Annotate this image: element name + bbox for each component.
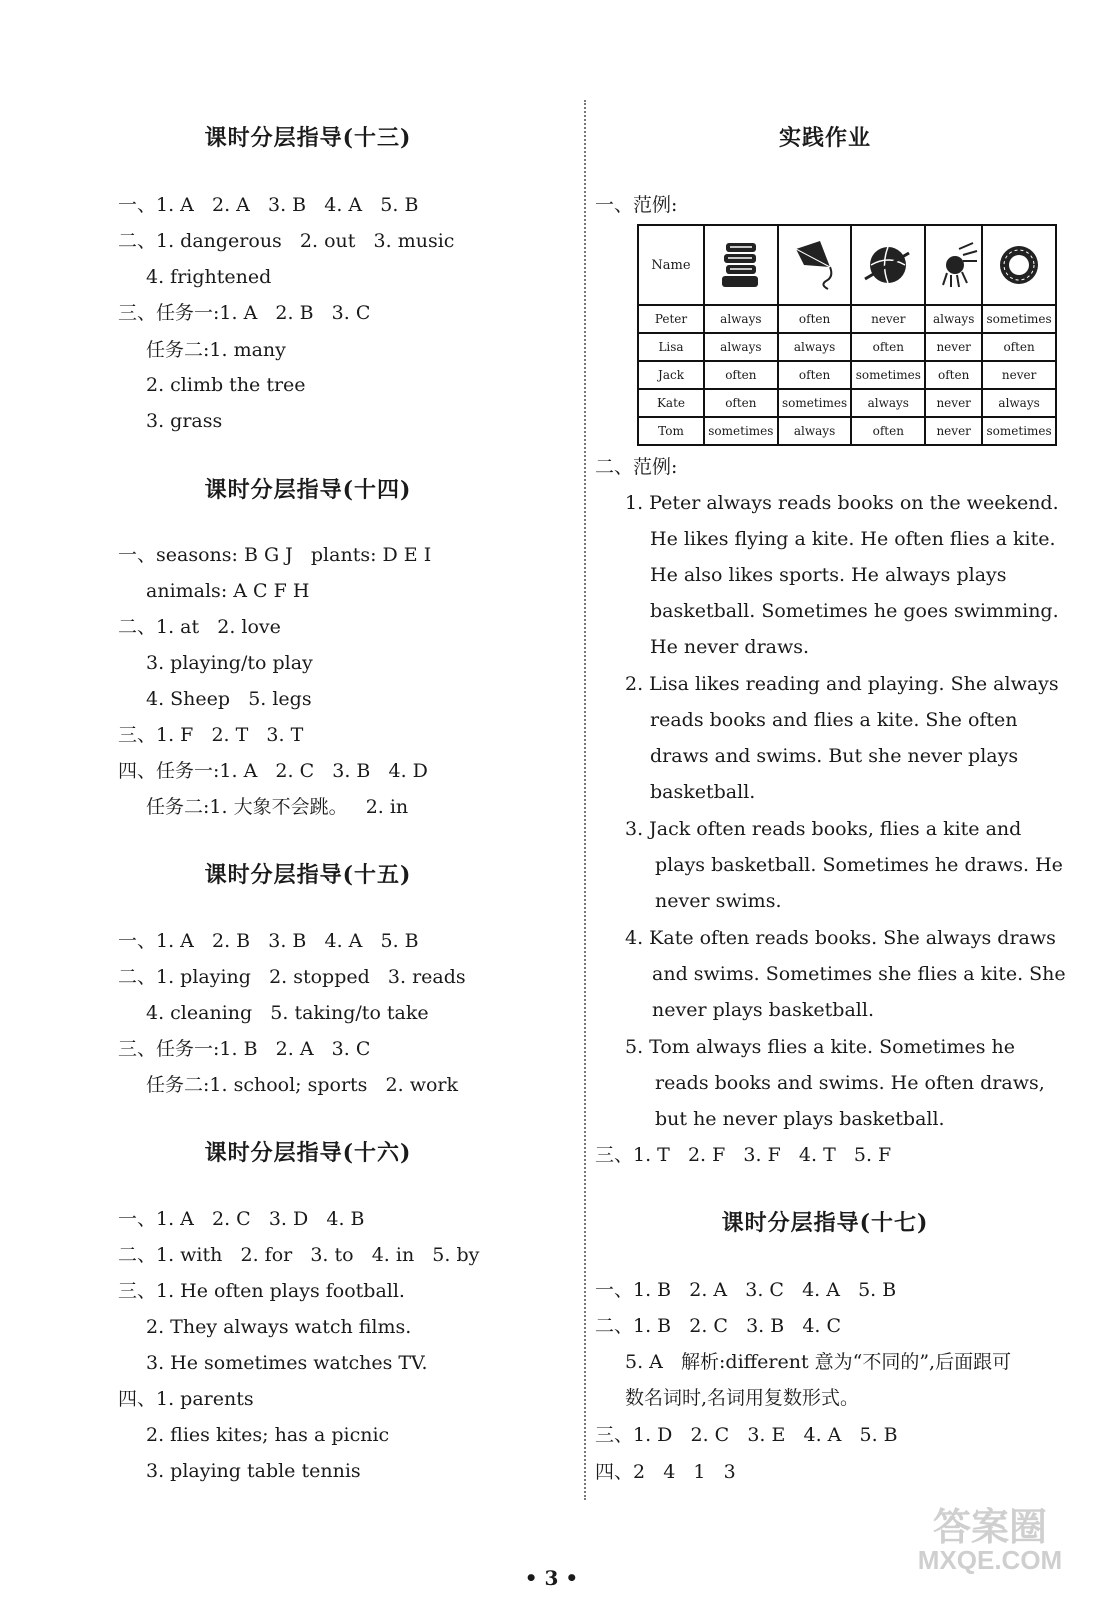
section-14-title: 课时分层指导(十四) <box>204 477 412 503</box>
table-cell: always <box>851 389 925 417</box>
part-3-answers: 三、1. T 2. F 3. F 4. T 5. F <box>595 1144 892 1166</box>
basketball-icon <box>851 225 925 305</box>
essay-line: 5. Tom always flies a kite. Sometimes he <box>625 1036 1016 1058</box>
table-cell: often <box>704 389 778 417</box>
table-row <box>638 361 1056 389</box>
answer-line: 二、1. with 2. for 3. to 4. in 5. by <box>118 1244 480 1266</box>
essay-line: reads books and flies a kite. She often <box>650 709 1018 731</box>
essay-line: plays basketball. Sometimes he draws. He <box>655 854 1063 876</box>
table-header-row <box>638 225 1056 305</box>
table-cell: never <box>851 305 925 333</box>
table-cell: never <box>982 361 1056 389</box>
essay-line: basketball. <box>650 781 756 803</box>
answer-line: 3. He sometimes watches TV. <box>146 1352 428 1374</box>
answer-line: 3. grass <box>146 410 223 432</box>
row-name: Kate <box>638 389 704 417</box>
table-cell: always <box>704 305 778 333</box>
essay-line: He also likes sports. He always plays <box>650 564 1007 586</box>
table-cell: never <box>925 417 982 445</box>
section-13-title: 课时分层指导(十三) <box>204 125 412 151</box>
answer-line: 二、1. at 2. love <box>118 616 281 638</box>
books-icon <box>704 225 778 305</box>
essay-line: never swims. <box>655 890 782 912</box>
answer-line: 2. climb the tree <box>146 374 306 396</box>
column-divider <box>584 100 586 1500</box>
answer-line: 任务二:1. school; sports 2. work <box>146 1074 458 1096</box>
answer-line: 四、1. parents <box>118 1388 254 1410</box>
essay-line: basketball. Sometimes he goes swimming. <box>650 600 1059 622</box>
answer-line: 3. playing/to play <box>146 652 313 674</box>
part-1-label: 一、范例: <box>595 194 678 216</box>
table-cell: sometimes <box>778 389 852 417</box>
name-header: Name <box>638 225 704 305</box>
answer-line: 4. cleaning 5. taking/to take <box>146 1002 429 1024</box>
essay-line: and swims. Sometimes she flies a kite. She <box>652 963 1066 985</box>
answer-line: 4. frightened <box>146 266 272 288</box>
answer-line: 4. Sheep 5. legs <box>146 688 312 710</box>
table-cell: always <box>778 333 852 361</box>
answer-line: 数名词时,名词用复数形式。 <box>625 1387 860 1409</box>
section-17-title: 课时分层指导(十七) <box>721 1210 929 1236</box>
answer-line: 三、1. D 2. C 3. E 4. A 5. B <box>595 1424 898 1446</box>
table-row <box>638 389 1056 417</box>
table-cell: never <box>925 333 982 361</box>
essay-line: 3. Jack often reads books, flies a kite and <box>625 818 1022 840</box>
answer-line: 四、2 4 1 3 <box>595 1461 736 1483</box>
answer-line: 三、1. He often plays football. <box>118 1280 405 1302</box>
practice-title: 实践作业 <box>778 125 871 151</box>
table-cell: sometimes <box>704 417 778 445</box>
essay-line: reads books and swims. He often draws, <box>655 1072 1045 1094</box>
answer-line: 三、任务一:1. B 2. A 3. C <box>118 1038 371 1060</box>
kite-icon <box>778 225 852 305</box>
page-number: • 3 • <box>524 1566 579 1590</box>
part-2-label: 二、范例: <box>595 456 678 478</box>
answer-line: 一、seasons: B G J plants: D E I <box>118 544 432 566</box>
essay-line: but he never plays basketball. <box>655 1108 945 1130</box>
table-row <box>638 333 1056 361</box>
table-cell: always <box>925 305 982 333</box>
answer-line: 四、任务一:1. A 2. C 3. B 4. D <box>118 760 428 782</box>
answer-line: 3. playing table tennis <box>146 1460 361 1482</box>
answer-line: 一、1. A 2. C 3. D 4. B <box>118 1208 365 1230</box>
table-cell: often <box>982 333 1056 361</box>
essay-line: He likes flying a kite. He often flies a kite. <box>650 528 1056 550</box>
frequency-table <box>637 224 1057 446</box>
table-cell: sometimes <box>982 417 1056 445</box>
answer-line: 一、1. A 2. B 3. B 4. A 5. B <box>118 930 419 952</box>
answer-line: 二、1. playing 2. stopped 3. reads <box>118 966 466 988</box>
table-cell: often <box>851 417 925 445</box>
answer-line: animals: A C F H <box>146 580 310 602</box>
table-cell: always <box>778 417 852 445</box>
row-name: Tom <box>638 417 704 445</box>
watermark: 答案圈 MXQE.COM <box>917 1507 1063 1575</box>
row-name: Lisa <box>638 333 704 361</box>
table-row <box>638 305 1056 333</box>
table-cell: often <box>778 361 852 389</box>
table-cell: often <box>704 361 778 389</box>
essay-line: 4. Kate often reads books. She always draws <box>625 927 1056 949</box>
table-cell: often <box>925 361 982 389</box>
answer-line: 二、1. B 2. C 3. B 4. C <box>595 1315 842 1337</box>
swimming-icon <box>925 225 982 305</box>
answer-line: 一、1. B 2. A 3. C 4. A 5. B <box>595 1279 897 1301</box>
answer-line: 三、1. F 2. T 3. T <box>118 724 304 746</box>
table-cell: often <box>851 333 925 361</box>
swim-ring-icon <box>982 225 1056 305</box>
table-cell: sometimes <box>851 361 925 389</box>
table-cell: sometimes <box>982 305 1056 333</box>
section-16-title: 课时分层指导(十六) <box>204 1140 412 1166</box>
section-15-title: 课时分层指导(十五) <box>204 862 412 888</box>
essay-line: 1. Peter always reads books on the weekend. <box>625 492 1059 514</box>
answer-line: 2. flies kites; has a picnic <box>146 1424 390 1446</box>
essay-line: He never draws. <box>650 636 810 658</box>
row-name: Peter <box>638 305 704 333</box>
row-name: Jack <box>638 361 704 389</box>
table-cell: never <box>925 389 982 417</box>
table-row <box>638 417 1056 445</box>
answer-line: 5. A 解析:different 意为“不同的”,后面跟可 <box>625 1351 1012 1373</box>
answer-line: 任务二:1. many <box>146 339 286 361</box>
table-cell: always <box>982 389 1056 417</box>
answer-line: 任务二:1. 大象不会跳。 2. in <box>146 796 409 818</box>
answer-line: 二、1. dangerous 2. out 3. music <box>118 230 455 252</box>
essay-line: 2. Lisa likes reading and playing. She always <box>625 673 1059 695</box>
answer-line: 2. They always watch films. <box>146 1316 412 1338</box>
table-cell: always <box>704 333 778 361</box>
table-cell: often <box>778 305 852 333</box>
essay-line: draws and swims. But she never plays <box>650 745 1019 767</box>
essay-line: never plays basketball. <box>652 999 874 1021</box>
answer-line: 三、任务一:1. A 2. B 3. C <box>118 302 371 324</box>
answer-line: 一、1. A 2. A 3. B 4. A 5. B <box>118 194 419 216</box>
